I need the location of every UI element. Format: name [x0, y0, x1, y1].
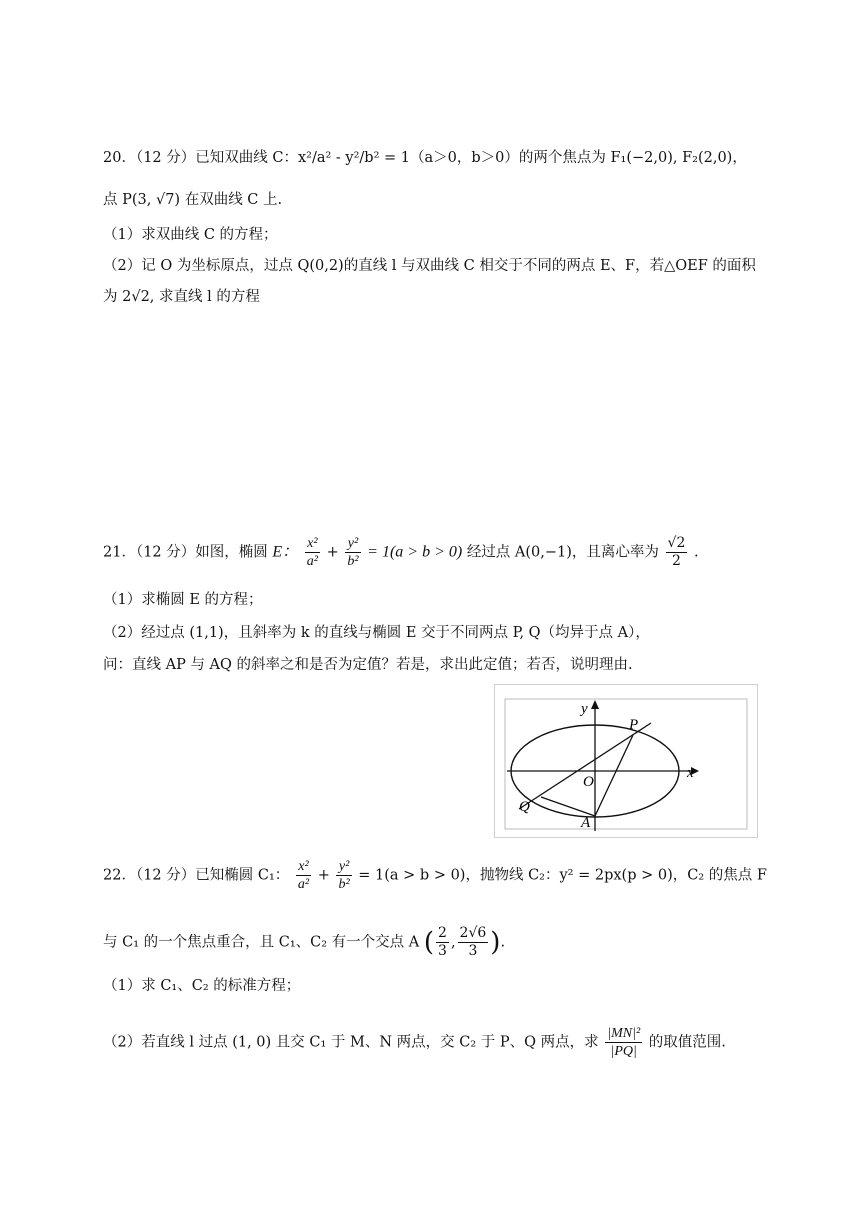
label-p: P — [629, 717, 639, 733]
q22-ratio-den: |PQ| — [610, 1044, 637, 1059]
q22-plus: + — [317, 867, 330, 884]
q21-frac-x-den: a² — [306, 554, 318, 569]
q22-pt-y — [458, 925, 489, 960]
q22-ratio — [605, 1025, 642, 1060]
q22-frac-x-num: x² — [296, 858, 311, 876]
q21-end: . — [693, 544, 699, 561]
q20-part1: （1）求双曲线 C 的方程； — [103, 227, 278, 243]
q22-frac-y-num: y² — [336, 858, 351, 876]
q20-part2b: 为 2√2, 求直线 l 的方程 — [103, 289, 260, 305]
q22-pt-x — [436, 925, 449, 960]
q22-line2: 与 C₁ 的一个焦点重合，且 C₁、C₂ 有一个交点 A ( $\frac{2}{3}$ , $\frac{2√6}{3}$ ). — [103, 925, 506, 959]
q21-ecc-num: √2 — [667, 535, 686, 551]
q22-pt-y-den: 3 — [468, 943, 478, 959]
label-y: y — [581, 701, 588, 717]
q22-line1 — [103, 858, 800, 893]
q22-frac-y — [336, 858, 351, 893]
q21-ecc-den: 2 — [671, 553, 681, 569]
line-pq — [519, 723, 651, 809]
q22-eq-rhs: = 1(a > b > 0)，抛物线 C₂：y² = 2px(p > 0)，C₂ 的焦点 F — [358, 867, 767, 884]
q21-frac-x — [305, 535, 320, 570]
q21-plus: + — [326, 544, 339, 561]
q20-line2: 点 P(3, √7) 在双曲线 C 上. — [103, 192, 283, 208]
q21-part2b: 问：直线 AP 与 AQ 的斜率之和是否为定值？若是，求出此定值；若否，说明理由. — [103, 657, 633, 673]
q22-part1: （1）求 C₁、C₂ 的标准方程； — [103, 978, 301, 994]
q22-point-a-close: ) — [490, 927, 501, 958]
line-aq — [541, 797, 595, 816]
q21-ellipse-figure — [494, 684, 758, 838]
q21-mid: 经过点 A(0,−1)，且离心率为 — [466, 544, 659, 561]
q20-part2a: （2）记 O 为坐标原点，过点 Q(0,2)的直线 l 与双曲线 C 相交于不同的两点 E、F，若△OEF 的面积 — [103, 258, 756, 274]
q22-pt-x-num: 2 — [438, 925, 447, 941]
y-axis-arrow — [591, 700, 599, 709]
q21-part1: （1）求椭圆 E 的方程； — [103, 592, 263, 608]
q21-part2a: （2）经过点 (1,1)，且斜率为 k 的直线与椭圆 E 交于不同两点 P, Q（均异于点 A）， — [103, 625, 650, 641]
q21-eq-lhs: E： — [272, 543, 299, 561]
q20-line1: 20．（12 分）已知双曲线 C：x²/a² - y²/b² = 1（a＞0，b＞0）的两个焦点为 F₁(−2,0), F₂(2,0)， — [103, 150, 747, 166]
label-a: A — [581, 815, 591, 831]
q21-frac-y-num: y² — [345, 535, 360, 553]
label-o: O — [583, 774, 594, 790]
q22-frac-x-den: a² — [297, 877, 310, 892]
q21-eq-rhs: = 1(a > b > 0) — [367, 543, 463, 561]
q21-prefix: 21．（12 分）如图，椭圆 — [103, 544, 268, 561]
q22-ratio-num: |MN|² — [607, 1026, 641, 1041]
q22-pt-y-num: 2√6 — [459, 925, 487, 941]
label-x: x — [687, 765, 694, 781]
q22-prefix: 22．（12 分）已知椭圆 C₁： — [103, 867, 290, 884]
ellipse-diagram — [495, 685, 757, 837]
q22-pt-x-den: 3 — [438, 943, 447, 959]
q22-line2-prefix: 与 C₁ 的一个焦点重合，且 C₁、C₂ 有一个交点 A — [103, 934, 420, 951]
label-q: Q — [519, 799, 530, 815]
q22-part2 — [103, 1025, 800, 1060]
q21-line1 — [103, 535, 800, 570]
q22-point-a-open: ( — [423, 927, 435, 958]
q22-part2-end: 的取值范围. — [648, 1034, 726, 1051]
q21-frac-y — [345, 535, 360, 570]
q21-ecc — [666, 535, 688, 570]
q22-line2-end: . — [500, 934, 506, 951]
q21-frac-y-den: b² — [347, 554, 359, 569]
q22-frac-x — [296, 858, 311, 893]
q21-frac-x-num: x² — [305, 535, 320, 553]
q22-part2-prefix: （2）若直线 l 过点 (1, 0) 且交 C₁ 于 M、N 两点，交 C₂ 于 P、Q 两点，求 — [103, 1034, 599, 1051]
q22-frac-y-den: b² — [338, 877, 350, 892]
figure-inner-frame — [505, 699, 747, 829]
